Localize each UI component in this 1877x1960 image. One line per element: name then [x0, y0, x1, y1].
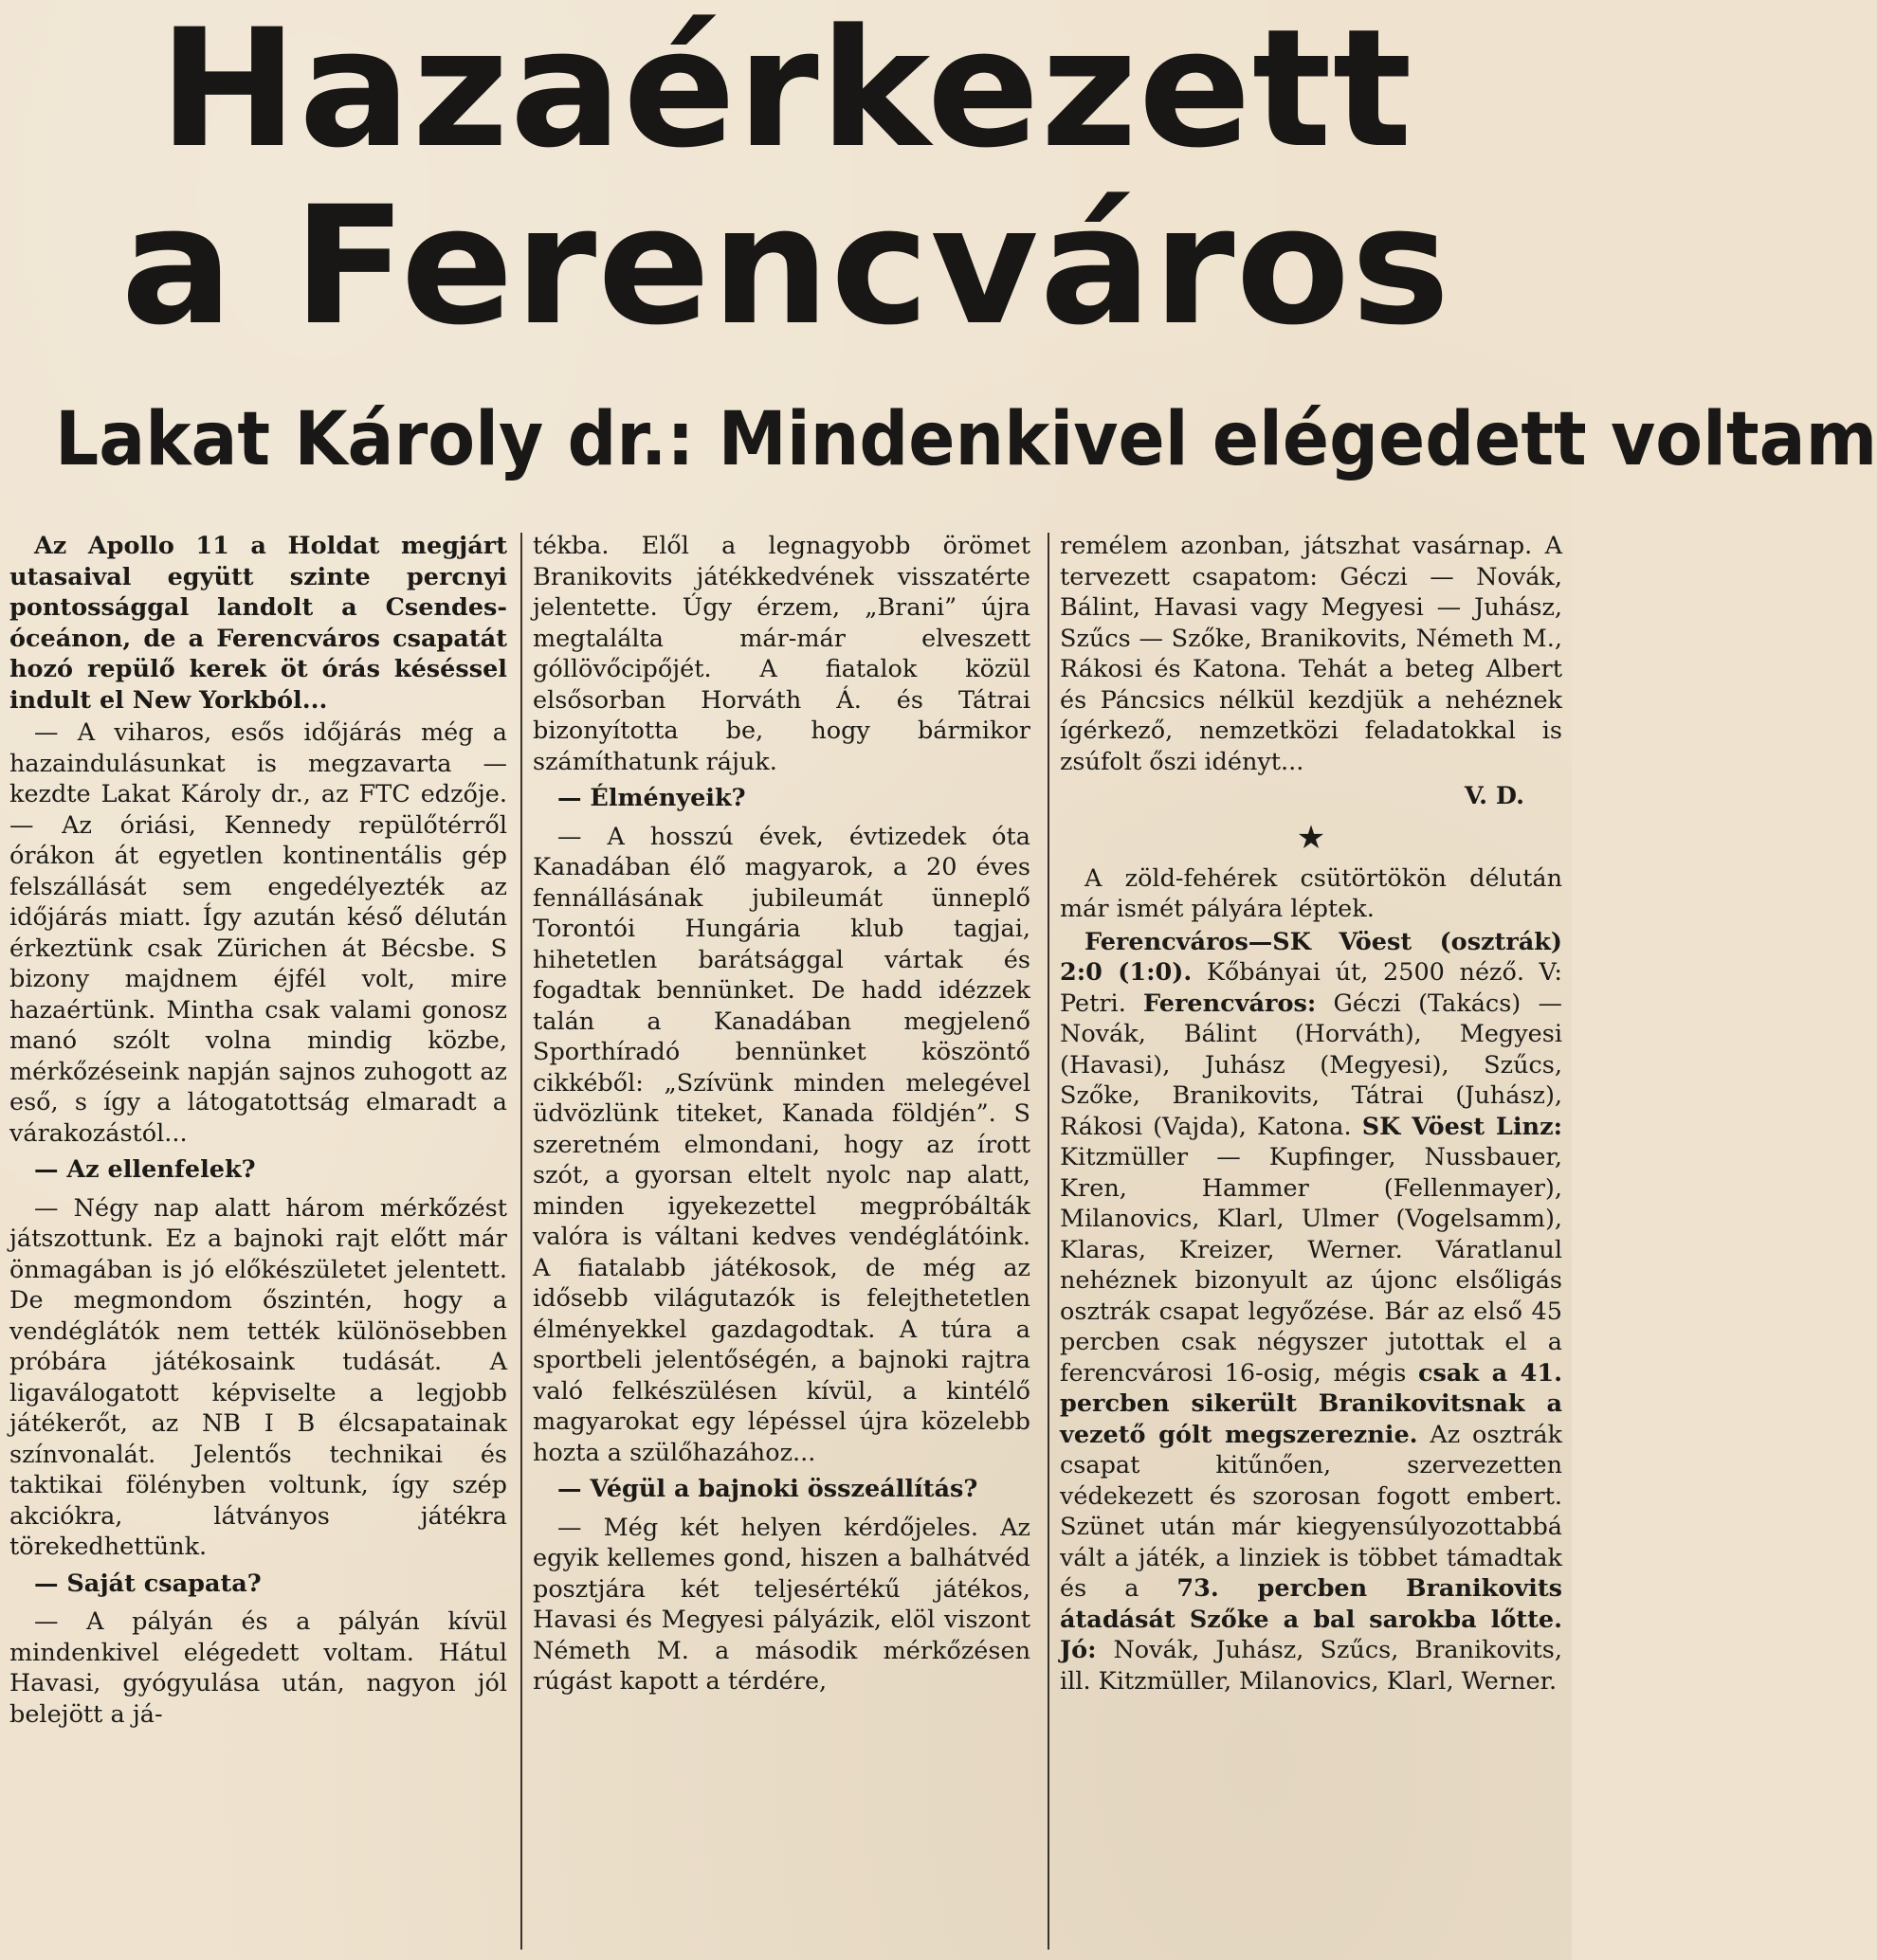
body-paragraph: — A pályán és a pályán kívül mindenkivel elégedett voltam. Hátul Havasi, gyógyulása után, nagyon jól belejött a já-	[9, 1607, 507, 1729]
subheadline: Lakat Károly dr.: Mindenkivel elégedett voltam	[55, 397, 1877, 482]
author-signature: V. D.	[1464, 782, 1524, 810]
star-separator-icon: ★	[1296, 818, 1326, 857]
body-paragraph: — Négy nap alatt három mérkőzést játszottunk. Ez a bajnoki rajt előtt már önmagában is jó előkészületet jelentett. De megmondom őszintén, hogy a vendéglátók nem tették különösebben próbára játékosaink tudását. A ligaválogatott képviselte a legjobb játékerőt, az NB I B élcsapatainak színvonalát. Jelentős technikai és taktikai fölényben voltunk, így szép akciókra, látványos játékra törekedhettünk.	[9, 1193, 507, 1561]
article-column-2	[533, 531, 1030, 1952]
team-label: SK Vöest Linz:	[1361, 1112, 1562, 1141]
body-paragraph: remélem azonban, játszhat vasárnap. A tervezett csapatom: Géczi — Novák, Bálint, Havasi vagy Megyesi — Juhász, Szűcs — Szőke, Branikovits, Németh M., Rákosi és Katona. Tehát a beteg Albert és Páncsics nélkül kezdjük a nehéznek ígérkező, nemzetközi feladatokkal is zsúfolt őszi idényt...	[1060, 532, 1562, 776]
body-paragraph: — Még két helyen kérdőjeles. Az egyik kellemes gond, hiszen a balhátvéd posztjára két teljesértékű játékos, Havasi és Megyesi pályázik, elöl viszont Németh M. a második mérkőzésen rúgást kapott a térdére,	[533, 1513, 1030, 1696]
column-divider	[1048, 533, 1049, 1950]
match-text: Kitzmüller — Kupfinger, Nussbauer, Kren, Hammer (Fellenmayer), Milanovics, Klarl, Ulmer (Vogelsamm), Klaras, Kreizer, Werner. Váratlanul nehéznek bizonyult az újonc elsőligás osztrák csapat legyőzése. Bár az első 45 percben csak négyszer jutottak el a ferencvárosi 16-osig, mégis	[1060, 1143, 1562, 1388]
good-players: Novák, Juhász, Szűcs, Branikovits, ill. Kitzmüller, Milanovics, Klarl, Werner.	[1060, 1636, 1562, 1696]
interview-question: — Saját csapata?	[34, 1569, 262, 1598]
team-label: Ferencváros:	[1143, 989, 1317, 1018]
body-paragraph: — A hosszú évek, évtizedek óta Kanadában élő magyarok, a 20 éves fennállásának jubileumát ünneplő Torontói Hungária klub tagjai, hihetetlen barátsággal vártak és fogadtak bennünket. De hadd idézzek talán a Kanadában megjelenő Sporthíradó bennünket köszöntő cikkéből: „Szívünk minden melegével üdvözlünk titeket, Kanada földjén”. S szeretném elmondani, hogy az írott szót, a gyorsan eltelt nyolc nap alatt, minden igyekezettel megpróbálták valóra is váltani kedves vendéglátóink. A fiatalabb játékosok, de még az idősebb világutazók is felejthetetlen élményekkel gazdagodtak. A túra a sportbeli jelentőségén, a bajnoki rajtra való felkészülésen kívül, a kintélő magyarokat egy lépéssel újra közelebb hozta a szülőhazához...	[533, 822, 1030, 1467]
lead-paragraph: Az Apollo 11 a Holdat megjárt utasaival együtt szinte percnyi pontossággal landolt a Csendes-óceánon, de a Ferencváros csapatát hozó repülő kerek öt órás késéssel indult el New Yorkból...	[9, 532, 507, 715]
article-column-1	[9, 531, 507, 1952]
interview-question: — Végül a bajnoki összeállítás?	[557, 1475, 978, 1503]
headline-line-1: Hazaérkezett	[158, 0, 1413, 184]
article-column-3	[1060, 531, 1562, 1952]
column-divider	[520, 533, 522, 1950]
body-paragraph: tékba. Elől a legnagyobb örömet Branikovits játékkedvének visszatérte jelentette. Úgy érzem, „Brani” újra megtalálta már-már elveszett góllövőcipőjét. A fiatalok közül elsősorban Horváth Á. és Tátrai bizonyította be, hogy bármikor számíthatunk rájuk.	[533, 532, 1030, 776]
body-paragraph: — A viharos, esős időjárás még a hazaindulásunkat is megzavarta — kezdte Lakat Károly dr., az FTC edzője. — Az óriási, Kennedy repülőtérről órákon át egyetlen kontinentális gép felszállását sem engedélyezték az időjárás miatt. Így azután késő délután érkeztünk csak Zürichen át Bécsbe. S bizony majdnem éjfél volt, mire hazaértünk. Mintha csak valami gonosz manó szólt volna mindig közbe, mérkőzéseink napján sajnos zuhogott az eső, s így a látogatottság elmaradt a várakozástól...	[9, 718, 507, 1148]
headline-line-2: a Ferencváros	[120, 171, 1451, 361]
interview-question: — Élményeik?	[557, 784, 746, 812]
interview-question: — Az ellenfelek?	[34, 1155, 256, 1184]
match-highlight: 73. percben Branikovits átadását Szőke a bal sarokba lőtte.	[1060, 1574, 1562, 1634]
match-text: Az osztrák csapat kitűnően, szervezetten védekezett és szorosan fogott embert. Szünet után már kiegyensúlyozottabbá vált a játék, a linziek is többet támadtak és a	[1060, 1420, 1562, 1603]
match-report	[1060, 927, 1562, 1697]
body-paragraph: A zöld-fehérek csütörtökön délután már ismét pályára léptek.	[1060, 863, 1562, 923]
match-result: Ferencváros—SK Vöest (osztrák) 2:0 (1:0).	[1060, 927, 1562, 987]
match-details: Kőbányai út, 2500 néző. V: Petri.	[1060, 958, 1563, 1018]
match-highlight: csak a 41. percben sikerült Branikovitsnak a vezető gólt megszereznie.	[1060, 1358, 1562, 1449]
team-lineup: Géczi (Takács) — Novák, Bálint (Horváth), Megyesi (Havasi), Juhász (Megyesi), Szűcs, Szőke, Branikovits, Tátrai (Juhász), Rákosi (Vajda), Katona.	[1060, 989, 1562, 1141]
good-players-label: Jó:	[1060, 1636, 1114, 1664]
